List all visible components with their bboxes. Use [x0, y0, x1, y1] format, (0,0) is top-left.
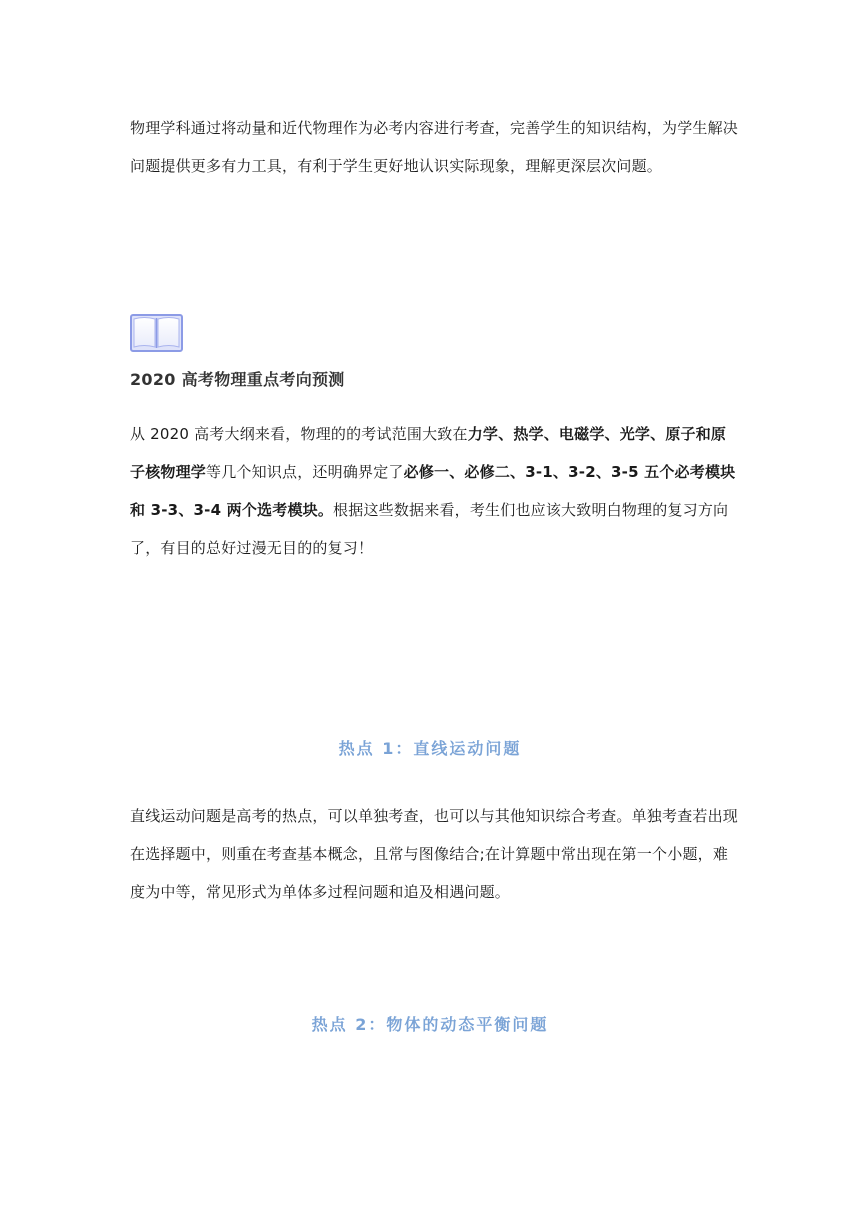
section-text-1: 从 2020 高考大纲来看，物理的的考试范围大致在 — [130, 425, 468, 443]
section-text-2: 等几个知识点，还明确界定了 — [206, 463, 404, 481]
section-title: 2020 高考物理重点考向预测 — [130, 370, 345, 389]
hotspot-1-paragraph: 直线运动问题是高考的热点，可以单独考查，也可以与其他知识综合考查。单独考查若出现在选择题中，则重在考查基本概念，且常与图像结合;在计算题中常出现在第一个小题，难度为中等，常见形式为单体多过程问题和追及相遇问题。 — [130, 807, 739, 901]
section-bold-subjects: 力学、热学、电磁学、光学、原子和原子核物理学 — [130, 425, 727, 481]
section-bold-modules: 必修一、必修二、3-1、3-2、3-5 五个必考模块和 3-3、3-4 两个选考模块。 — [130, 463, 736, 519]
hotspot-2-title: 热点 2：物体的动态平衡问题 — [311, 1015, 549, 1034]
intro-paragraph: 物理学科通过将动量和近代物理作为必考内容进行考查，完善学生的知识结构，为学生解决问题提供更多有力工具，有利于学生更好地认识实际现象，理解更深层次问题。 — [130, 119, 739, 175]
hotspot-1-title: 热点 1：直线运动问题 — [338, 739, 522, 758]
open-book-icon — [130, 313, 183, 353]
section-text-3: 根据这些数据来看，考生们也应该大致明白物理的复习方向了，有目的总好过漫无目的的复习！ — [130, 501, 729, 557]
section-paragraph — [130, 415, 738, 567]
